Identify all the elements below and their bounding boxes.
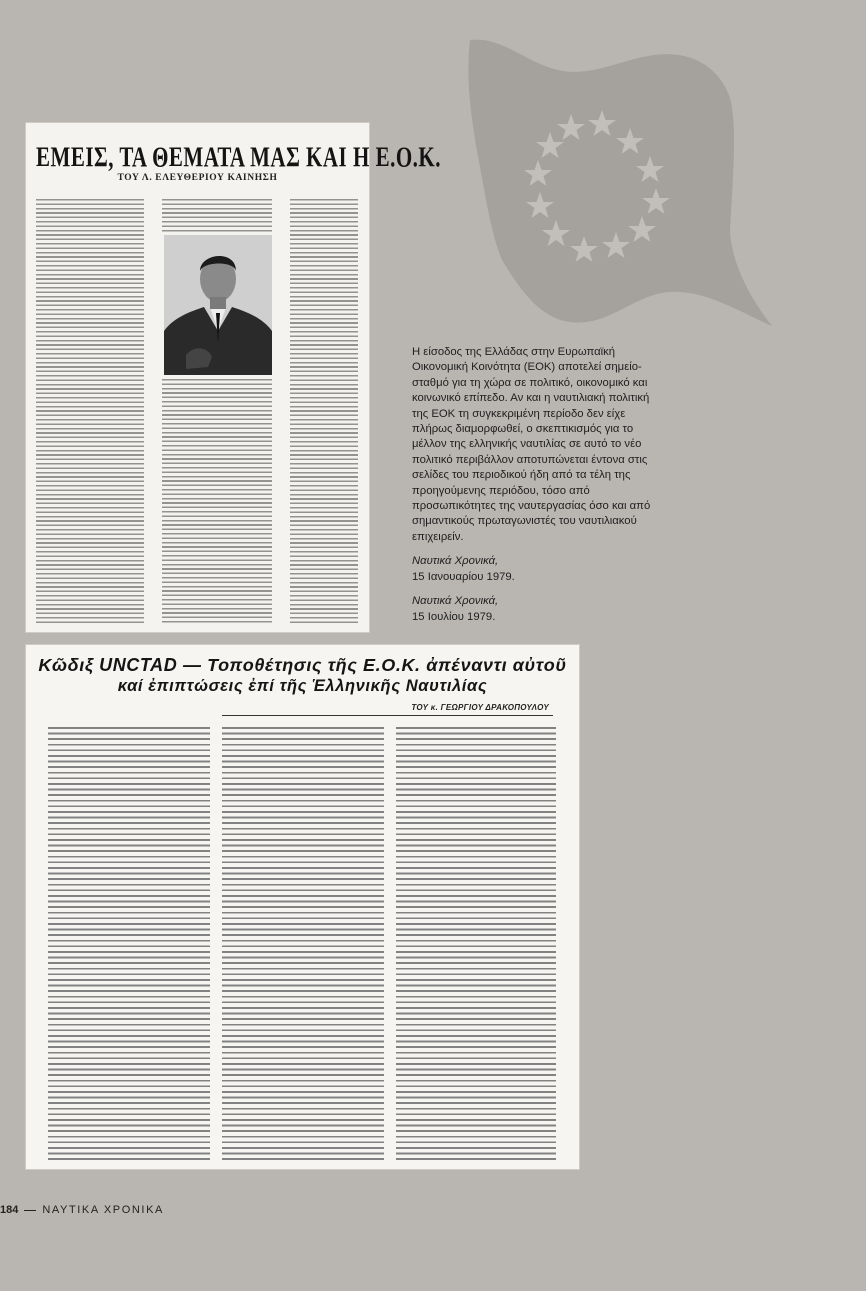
caption-source-1 xyxy=(412,554,667,585)
clipping-body-text xyxy=(36,199,359,624)
text-column xyxy=(290,199,358,624)
clipping-headline-line-2: καί ἐπιπτώσεις ἐπί τῆς Ἑλληνικῆς Ναυτιλίας xyxy=(117,677,488,695)
eu-flag-illustration xyxy=(462,36,774,332)
caption-paragraph: Η είσοδος της Ελλάδας στην Ευρωπαϊκή Οικονομική Κοινότητα (ΕΟΚ) αποτελεί σημείο-σταθμό για τη χώρα σε πολιτικό, οικονομικό και κοινωνικό επίπεδο. Αν και η ναυτιλιακή πολιτική της ΕΟΚ τη συγκεκριμένη περίοδο δεν είχε πλήρως διαμορφωθεί, ο σκεπτικισμός για το μέλλον της ελληνικής ναυτιλίας σε αυτό το νέο πολιτικό περιβάλλον αποτυπώνεται έντονα στις σελίδες του περιοδικού ήδη από τα τέλη της προηγούμενης περιόδου, τόσο από προσωπικότητες της ναυτεργασίας όσο και από σημαντικούς πρωταγωνιστές του ναυτιλιακού επιχειρείν. xyxy=(412,346,651,543)
clipping-headline: ΕΜΕΙΣ, ΤΑ ΘΕΜΑΤΑ ΜΑΣ ΚΑΙ Η Ε.Ο.Κ. xyxy=(36,141,441,174)
page-number: 184 xyxy=(0,1204,19,1216)
source-date: 15 Ιανουαρίου 1979. xyxy=(412,570,515,583)
newspaper-clipping-eok xyxy=(26,123,441,632)
newspaper-clipping-unctad xyxy=(26,645,579,1169)
page-footer xyxy=(0,1204,164,1216)
text-column xyxy=(396,727,556,1161)
text-column xyxy=(162,199,272,233)
clipping-byline: ΤΟΥ κ. ΓΕΩΡΓΙΟΥ ΔΡΑΚΟΠΟΥΛΟΥ xyxy=(411,703,549,712)
text-column xyxy=(36,199,144,624)
portrait-illustration xyxy=(164,235,272,375)
source-publication: Ναυτικά Χρονικά, xyxy=(412,555,499,568)
footer-dash xyxy=(24,1210,36,1211)
clipping-byline: ΤΟΥ Λ. ΕΛΕΥΘΕΡΙΟΥ ΚΑΙΝΗΣΗ xyxy=(117,173,278,183)
caption-source-2 xyxy=(412,594,667,625)
clipping-masthead-strip xyxy=(32,131,363,139)
author-portrait-photo xyxy=(164,235,272,375)
text-column xyxy=(48,727,210,1161)
text-column xyxy=(222,727,384,1161)
article-caption xyxy=(412,345,667,625)
byline-rule xyxy=(222,715,553,716)
text-column xyxy=(162,379,272,624)
magazine-title: ΝΑΥΤΙΚΑ ΧΡΟΝΙΚΑ xyxy=(42,1204,164,1216)
clipping-headline-line-1: Κῶδιξ UNCTAD — Τοποθέτησις τῆς Ε.Ο.Κ. ἀπέναντι αὐτοῦ xyxy=(38,655,567,675)
source-date: 15 Ιουλίου 1979. xyxy=(412,610,496,623)
source-publication: Ναυτικά Χρονικά, xyxy=(412,595,499,608)
